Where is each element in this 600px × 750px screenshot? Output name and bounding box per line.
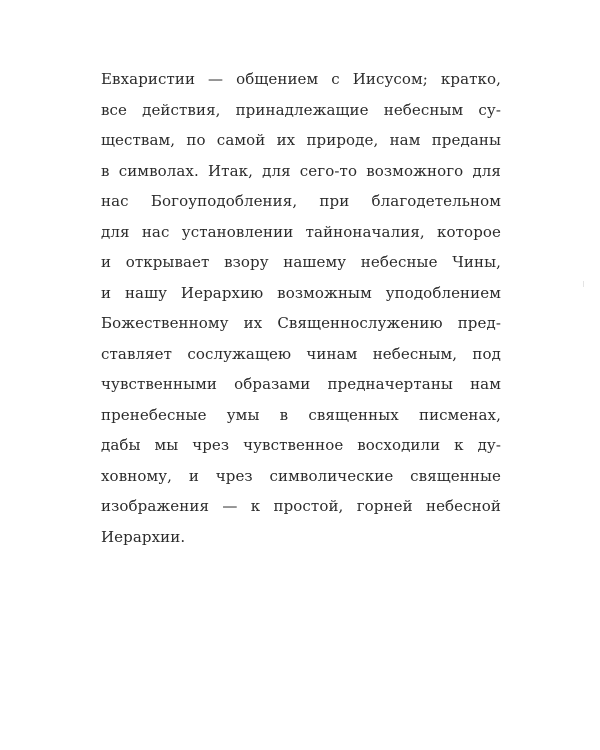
text-line: для нас установлении тайноначалия, которое: [101, 222, 501, 241]
text-line: все действия, принадлежащие небесным су-: [101, 100, 501, 119]
text-line: Евхаристии — общением с Иисусом; кратко,: [101, 70, 501, 88]
text-line: чувственными образами предначертаны нам: [101, 375, 501, 393]
text-line: и открывает взору нашему небесные Чины,: [101, 253, 501, 271]
text-line: ставляет сослужащею чинам небесным, под: [101, 344, 501, 363]
body-text: [101, 64, 501, 552]
text-line: нас Богоуподобления, при благодетельном: [101, 192, 501, 210]
text-line: ховному, и чрез символические священные: [101, 466, 501, 485]
text-line-last: Иерархии.: [101, 527, 186, 546]
text-line: изображения — к простой, горней небесной: [101, 497, 501, 515]
margin-mark: [583, 281, 584, 287]
text-line: в символах. Итак, для сего-то возможного для: [101, 161, 501, 180]
text-line: дабы мы чрез чувственное восходили к ду-: [101, 436, 501, 454]
text-line: ществам, по самой их природе, нам преданы: [101, 131, 501, 149]
text-line: и нашу Иерархию возможным уподоблением: [101, 283, 501, 302]
text-line: пренебесные умы в священных писменах,: [101, 405, 501, 424]
text-line: Божественному их Священнослужению пред-: [101, 314, 501, 332]
